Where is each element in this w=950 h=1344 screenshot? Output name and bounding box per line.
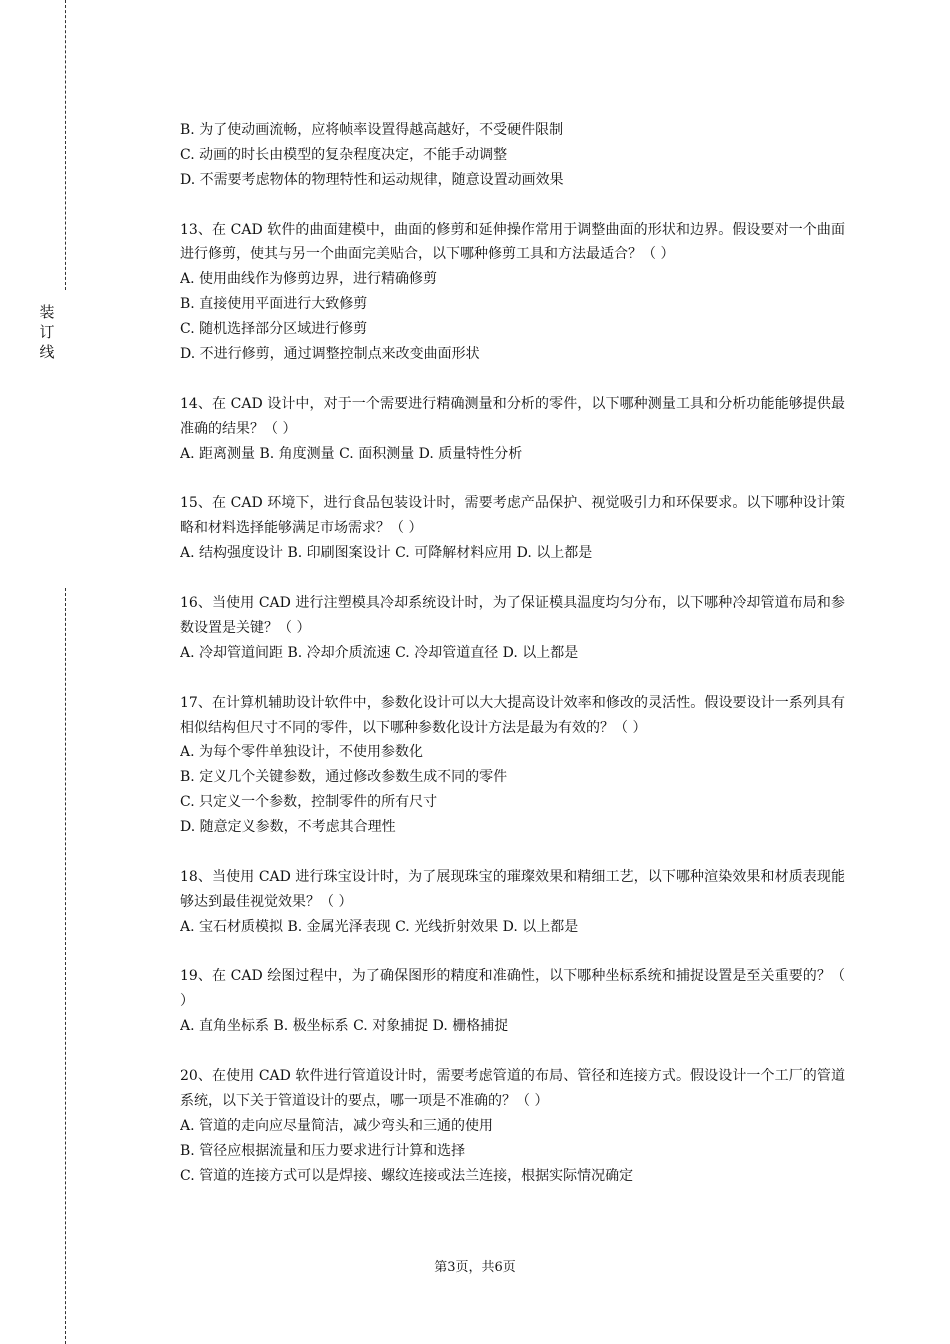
page-content [180, 118, 845, 1189]
question-16 [180, 591, 845, 666]
option-line: A. 管道的走向应尽量简洁，减少弯头和三通的使用 [180, 1117, 494, 1134]
question-15 [180, 491, 845, 566]
question-stem: 17、在计算机辅助设计软件中，参数化设计可以大大提高设计效率和修改的灵活性。假设要设计一系列具有相似结构但尺寸不同的零件，以下哪种参数化设计方法是最为有效的？（ ） [180, 694, 845, 736]
option-line: D. 不需要考虑物体的物理特性和运动规律，随意设置动画效果 [180, 171, 564, 188]
option-line: D. 随意定义参数，不考虑其合理性 [180, 819, 396, 836]
option-line: B. 定义几个关键参数，通过修改参数生成不同的零件 [180, 769, 508, 786]
option-line: C. 随机选择部分区域进行修剪 [180, 321, 368, 338]
option-line: C. 动画的时长由模型的复杂程度决定，不能手动调整 [180, 146, 508, 163]
question-19 [180, 964, 845, 1039]
question-14 [180, 392, 845, 467]
option-line: B. 直接使用平面进行大致修剪 [180, 296, 368, 313]
question-stem: 16、当使用 CAD 进行注塑模具冷却系统设计时，为了保证模具温度均匀分布，以下哪种冷却管道布局和参数设置是关键？（ ） [180, 595, 845, 636]
binding-line-top [65, 0, 66, 290]
option-line: B. 管径应根据流量和压力要求进行计算和选择 [180, 1142, 466, 1159]
question-18 [180, 865, 845, 940]
option-line: A. 为每个零件单独设计，不使用参数化 [180, 744, 424, 761]
question-stem: 19、在 CAD 绘图过程中，为了确保图形的精度和准确性，以下哪种坐标系统和捕捉设置是至关重要的？（ ） [180, 968, 845, 1010]
option-line: A. 距离测量 B. 角度测量 C. 面积测量 D. 质量特性分析 [180, 445, 523, 462]
binding-line-bottom [65, 588, 66, 1344]
question-stem: 13、在 CAD 软件的曲面建模中，曲面的修剪和延伸操作常用于调整曲面的形状和边界。假设要对一个曲面进行修剪，使其与另一个曲面完美贴合，以下哪种修剪工具和方法最适合？（ ） [180, 221, 845, 263]
question-13 [180, 218, 845, 367]
question-stem: 20、在使用 CAD 软件进行管道设计时，需要考虑管道的布局、管径和连接方式。假设设计一个工厂的管道系统，以下关于管道设计的要点，哪一项是不准确的？（ ） [180, 1068, 845, 1109]
prev-question-options [180, 118, 845, 193]
option-line: A. 使用曲线作为修剪边界，进行精确修剪 [180, 271, 438, 288]
question-20 [180, 1064, 845, 1188]
option-line: A. 冷却管道间距 B. 冷却介质流速 C. 冷却管道直径 D. 以上都是 [180, 644, 579, 661]
question-17 [180, 691, 845, 840]
option-line: C. 只定义一个参数，控制零件的所有尺寸 [180, 794, 438, 811]
option-line: A. 直角坐标系 B. 极坐标系 C. 对象捕捉 D. 栅格捕捉 [180, 1018, 509, 1035]
option-line: A. 宝石材质模拟 B. 金属光泽表现 C. 光线折射效果 D. 以上都是 [180, 918, 579, 935]
option-line: B. 为了使动画流畅，应将帧率设置得越高越好，不受硬件限制 [180, 122, 564, 138]
option-line: A. 结构强度设计 B. 印刷图案设计 C. 可降解材料应用 D. 以上都是 [180, 545, 593, 562]
option-line: C. 管道的连接方式可以是焊接、螺纹连接或法兰连接，根据实际情况确定 [180, 1167, 634, 1184]
question-stem: 14、在 CAD 设计中，对于一个需要进行精确测量和分析的零件，以下哪种测量工具和分析功能能够提供最准确的结果？（ ） [180, 395, 845, 437]
option-line: D. 不进行修剪，通过调整控制点来改变曲面形状 [180, 346, 480, 363]
question-stem: 18、当使用 CAD 进行珠宝设计时，为了展现珠宝的璀璨效果和精细工艺，以下哪种渲染效果和材质表现能够达到最佳视觉效果？（ ） [180, 868, 845, 910]
page-footer: 第3页，共6页 [434, 1260, 516, 1275]
question-stem: 15、在 CAD 环境下，进行食品包装设计时，需要考虑产品保护、视觉吸引力和环保要求。以下哪种设计策略和材料选择能够满足市场需求？（ ） [180, 495, 845, 537]
binding-label: 装订线 [39, 303, 55, 361]
